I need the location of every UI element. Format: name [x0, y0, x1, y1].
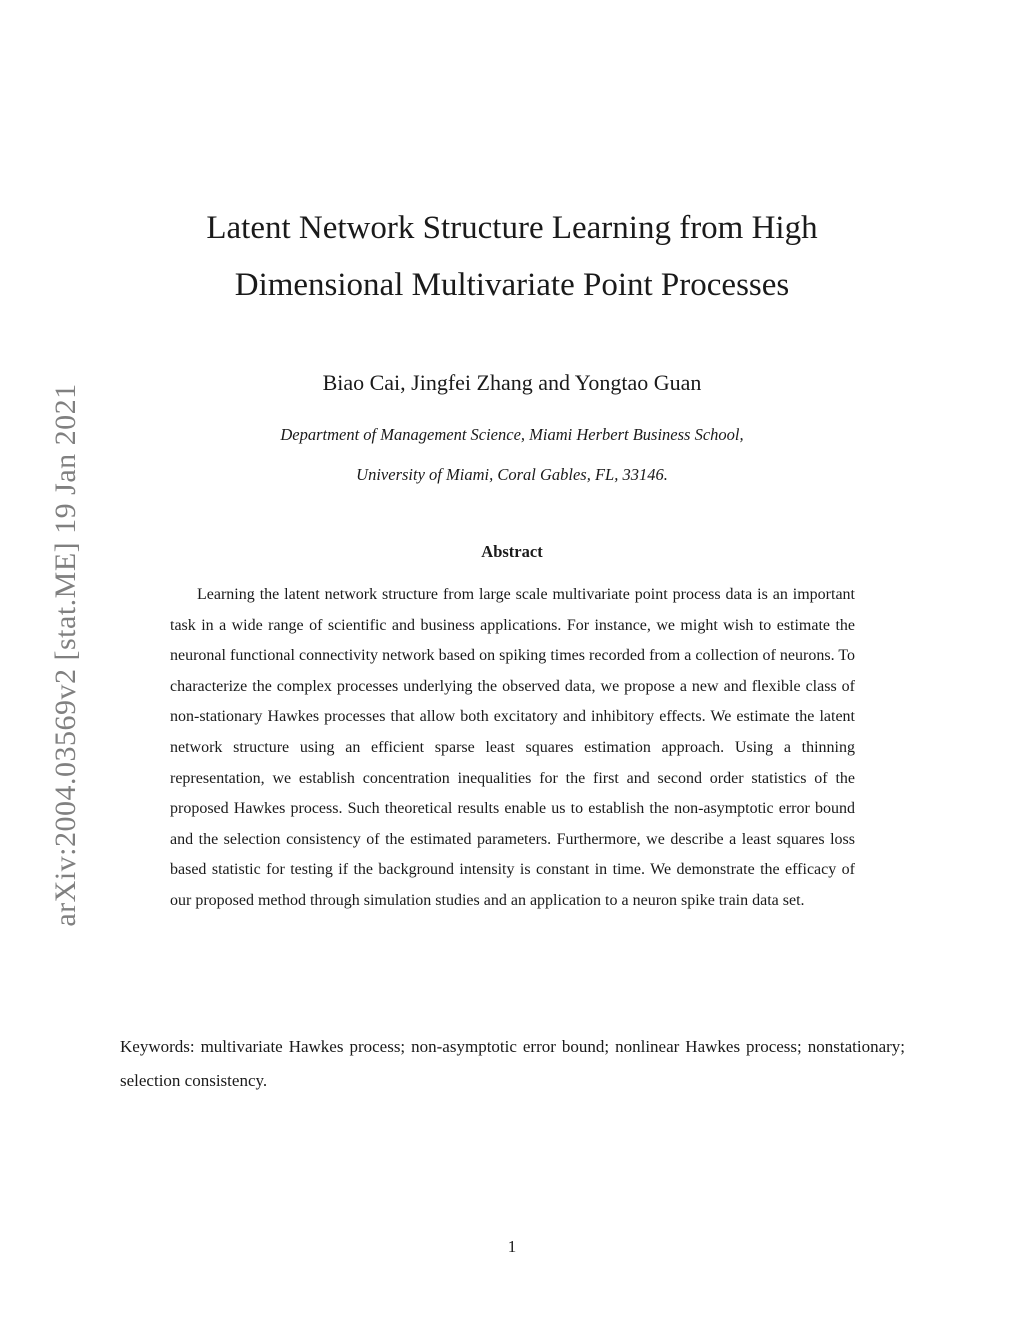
author-list: Biao Cai, Jingfei Zhang and Yongtao Guan: [322, 370, 702, 395]
paper-title: [0, 200, 1024, 314]
affiliation-line-2: University of Miami, Coral Gables, FL, 33146.: [356, 465, 668, 484]
affiliation-line-1: Department of Management Science, Miami Herbert Business School,: [280, 425, 744, 444]
keywords: Keywords: multivariate Hawkes process; non-asymptotic error bound; nonlinear Hawkes process; nonstationary; selection consistency.: [120, 1037, 905, 1090]
abstract-text: Learning the latent network structure from large scale multivariate point process data is an important task in a wide range of scientific and business applications. For instance, we might wish to estimate the neuronal functional connectivity network based on spiking times recorded from a collection of neurons. To characterize the complex processes underlying the observed data, we propose a new and flexible class of non-stationary Hawkes processes that allow both excitatory and inhibitory effects. We estimate the latent network structure using an efficient sparse least squares estimation approach. Using a thinning representation, we establish concentration inequalities for the first and second order statistics of the proposed Hawkes process. Such theoretical results enable us to establish the non-asymptotic error bound and the selection consistency of the estimated parameters. Furthermore, we describe a least squares loss based statistic for testing if the background intensity is constant in time. We demonstrate the efficacy of our proposed method through simulation studies and an application to a neuron spike train data set.: [170, 586, 855, 909]
page-number: 1: [507, 1237, 517, 1256]
paper-title-line-1: Latent Network Structure Learning from High: [206, 210, 818, 246]
paper-title-line-2: Dimensional Multivariate Point Processes: [234, 267, 790, 303]
arxiv-identifier: arXiv:2004.03569v2 [stat.ME] 19 Jan 2021: [49, 383, 82, 927]
abstract-heading: Abstract: [481, 542, 543, 561]
